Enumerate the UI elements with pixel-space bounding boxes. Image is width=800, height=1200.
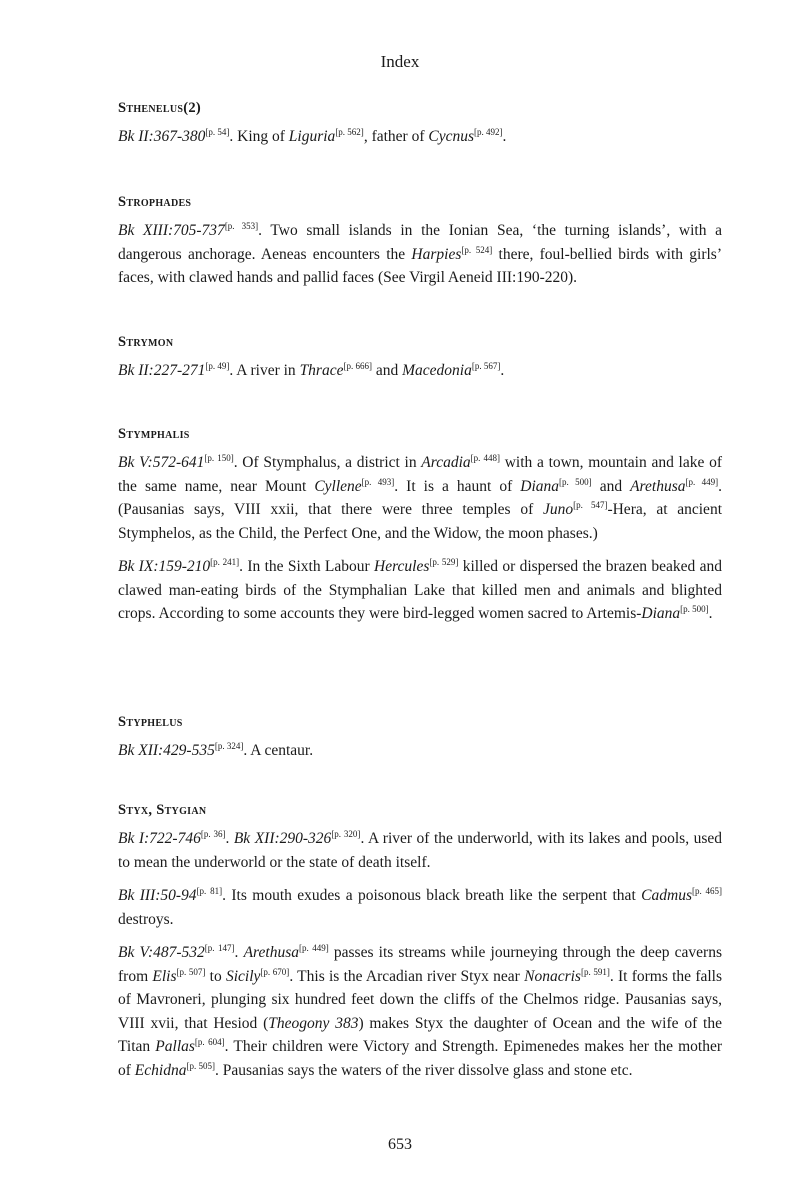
- book-reference: Bk V:487-532: [118, 944, 205, 961]
- page-reference: [p. 670]: [260, 966, 290, 977]
- entry-body: [118, 827, 722, 1082]
- proper-name: Juno: [542, 501, 574, 518]
- body-text: passes its streams while journeying through the deep caverns from: [118, 944, 722, 985]
- page-reference: [p. 547]: [573, 499, 608, 510]
- body-text: . A centaur.: [243, 742, 314, 759]
- body-text: . A river in: [229, 362, 300, 379]
- page-reference: [p. 320]: [331, 828, 361, 839]
- book-reference: Bk XII:429-535: [118, 742, 215, 759]
- proper-name: Cycnus: [428, 128, 475, 145]
- proper-name: Echidna: [134, 1061, 187, 1079]
- page-reference: [p. 492]: [474, 126, 503, 137]
- book-reference: Bk I:722-746: [118, 830, 201, 847]
- entry-body: [118, 739, 722, 763]
- page-reference: [p. 449]: [685, 476, 719, 487]
- page-reference: [p. 591]: [580, 966, 610, 977]
- page-reference: [p. 54]: [205, 126, 230, 137]
- page-reference: [p. 465]: [691, 885, 723, 896]
- proper-name: Cadmus: [641, 887, 692, 904]
- book-reference: Bk V:572-641: [118, 454, 205, 471]
- body-text: . In the Sixth Labour: [239, 558, 375, 575]
- entry-title: Sthenelus(2): [118, 100, 202, 116]
- book-reference: Bk III:50-94: [118, 887, 197, 904]
- proper-name: Hercules: [374, 558, 430, 575]
- body-text: destroys.: [118, 910, 174, 928]
- book-reference: Bk IX:159-210: [118, 558, 211, 575]
- body-text: .: [708, 605, 713, 622]
- page-header: Index: [380, 52, 420, 71]
- page-reference: [p. 36]: [200, 828, 226, 839]
- proper-name: Theogony 383: [268, 1014, 359, 1032]
- body-text: .: [225, 830, 234, 847]
- index-content: [118, 100, 722, 1092]
- body-text: .: [234, 944, 244, 961]
- proper-name: Elis: [152, 967, 177, 985]
- body-text: . King of: [229, 128, 289, 145]
- index-entry: [118, 100, 722, 194]
- proper-name: Harpies: [411, 245, 462, 263]
- entry-body: [118, 359, 722, 383]
- proper-name: Pallas: [155, 1038, 195, 1055]
- proper-name: Nonacris: [524, 967, 581, 985]
- page-reference: [p. 666]: [343, 360, 372, 371]
- proper-name: Diana: [641, 605, 681, 622]
- page-reference: [p. 49]: [205, 360, 230, 371]
- proper-name: Diana: [520, 477, 560, 495]
- entry-body: [118, 451, 722, 626]
- entry-paragraph: [118, 555, 722, 626]
- body-text: , father of: [363, 128, 429, 145]
- body-text: . Their children were Victory and Strength. Epimenedes makes her the mother of: [118, 1038, 722, 1079]
- page-reference: [p. 500]: [559, 476, 592, 487]
- entry-paragraph: [118, 827, 722, 874]
- page-reference: [p. 147]: [204, 942, 235, 953]
- entry-body: [118, 219, 722, 290]
- page-reference: [p. 524]: [461, 244, 493, 255]
- body-text: killed or dispersed the brazen beaked and clawed man-eating birds of the Stymphalian Lake that killed men and animals and blighted crops. According to some accounts they were bird-legged women sacred to Artemis-: [118, 558, 722, 622]
- body-text: . Of Stymphalus, a district in: [233, 454, 422, 471]
- proper-name: Liguria: [288, 128, 336, 145]
- entry-title: Strymon: [118, 334, 174, 350]
- book-reference: Bk II:367-380: [118, 128, 206, 145]
- page-reference: [p. 150]: [204, 452, 234, 463]
- entry-paragraph: [118, 125, 722, 149]
- body-text: there, foul-bellied birds with girls’ faces, with clawed hands and pallid faces (See Virgil Aeneid III:190-220).: [118, 245, 722, 286]
- page-reference: [p. 81]: [196, 885, 223, 896]
- proper-name: Macedonia: [402, 362, 472, 379]
- body-text: with a town, mountain and lake of the same name, near Mount: [118, 454, 722, 495]
- body-text: . Its mouth exudes a poisonous black breath like the serpent that: [222, 887, 642, 904]
- body-text: . It forms the falls of Mavroneri, plunging six hundred feet down the cliffs of the Chelmos ridge. Pausanias says, VIII xvii, that Hesiod (: [118, 967, 723, 1032]
- body-text: . (Pausanias says, VIII xxii, that there were three temples of: [118, 477, 723, 518]
- entry-title: Stymphalis: [118, 426, 190, 442]
- index-entry: [118, 426, 722, 714]
- proper-name: Arethusa: [243, 944, 299, 961]
- page-reference: [p. 500]: [680, 603, 709, 614]
- body-text: and: [371, 362, 403, 379]
- book-reference: Bk XIII:705-737: [118, 222, 225, 239]
- page-reference: [p. 562]: [335, 126, 364, 137]
- body-text: . Pausanias says the waters of the river dissolve glass and stone etc.: [214, 1061, 633, 1079]
- page-reference: [p. 449]: [298, 942, 329, 953]
- body-text: and: [591, 477, 631, 495]
- page-reference: [p. 324]: [214, 740, 244, 751]
- body-text: . This is the Arcadian river Styx near: [289, 967, 525, 985]
- proper-name: Arcadia: [421, 454, 471, 471]
- entry-paragraph: [118, 219, 722, 290]
- index-entry: [118, 194, 722, 334]
- page-reference: [p. 493]: [361, 476, 395, 487]
- page-reference: [p. 567]: [471, 360, 501, 371]
- body-text: -Hera, at ancient Stymphelos, as the Child, the Perfect One, and the Widow, the moon phases.): [118, 501, 722, 542]
- page-reference: [p. 448]: [470, 452, 501, 463]
- book-reference: Bk II:227-271: [118, 362, 206, 379]
- entry-title: Styx, Stygian: [118, 802, 207, 818]
- book-reference: Bk XII:290-326: [233, 830, 332, 847]
- entry-title: Strophades: [118, 194, 192, 210]
- page-number: 653: [388, 1136, 412, 1153]
- index-entry: [118, 714, 722, 802]
- index-entry: [118, 802, 722, 1082]
- entry-title: Styphelus: [118, 714, 183, 730]
- proper-name: Arethusa: [630, 477, 686, 495]
- page-reference: [p. 604]: [194, 1036, 225, 1047]
- entry-paragraph: [118, 451, 722, 545]
- entry-body: [118, 125, 722, 149]
- body-text: ) makes Styx the daughter of Ocean and the wife of the Titan: [118, 1014, 722, 1055]
- proper-name: Thrace: [299, 362, 344, 379]
- body-text: .: [502, 128, 507, 145]
- page-reference: [p. 529]: [429, 556, 459, 567]
- page-reference: [p. 241]: [210, 556, 240, 567]
- body-text: . It is a haunt of: [394, 477, 521, 495]
- page-reference: [p. 507]: [176, 966, 206, 977]
- body-text: . Two small islands in the Ionian Sea, ‘the turning islands’, with a dangerous anchorage. Aeneas encounters the: [118, 222, 723, 263]
- entry-paragraph: [118, 941, 722, 1082]
- proper-name: Sicily: [225, 967, 261, 985]
- body-text: to: [205, 967, 226, 985]
- entry-paragraph: [118, 359, 722, 383]
- index-entry: [118, 334, 722, 426]
- entry-paragraph: [118, 884, 722, 931]
- entry-paragraph: [118, 739, 722, 763]
- proper-name: Cyllene: [314, 477, 362, 495]
- page-reference: [p. 353]: [224, 220, 259, 231]
- body-text: . A river of the underworld, with its lakes and pools, used to mean the underworld or the state of death itself.: [118, 830, 723, 871]
- body-text: .: [500, 362, 505, 379]
- page-reference: [p. 505]: [186, 1060, 215, 1071]
